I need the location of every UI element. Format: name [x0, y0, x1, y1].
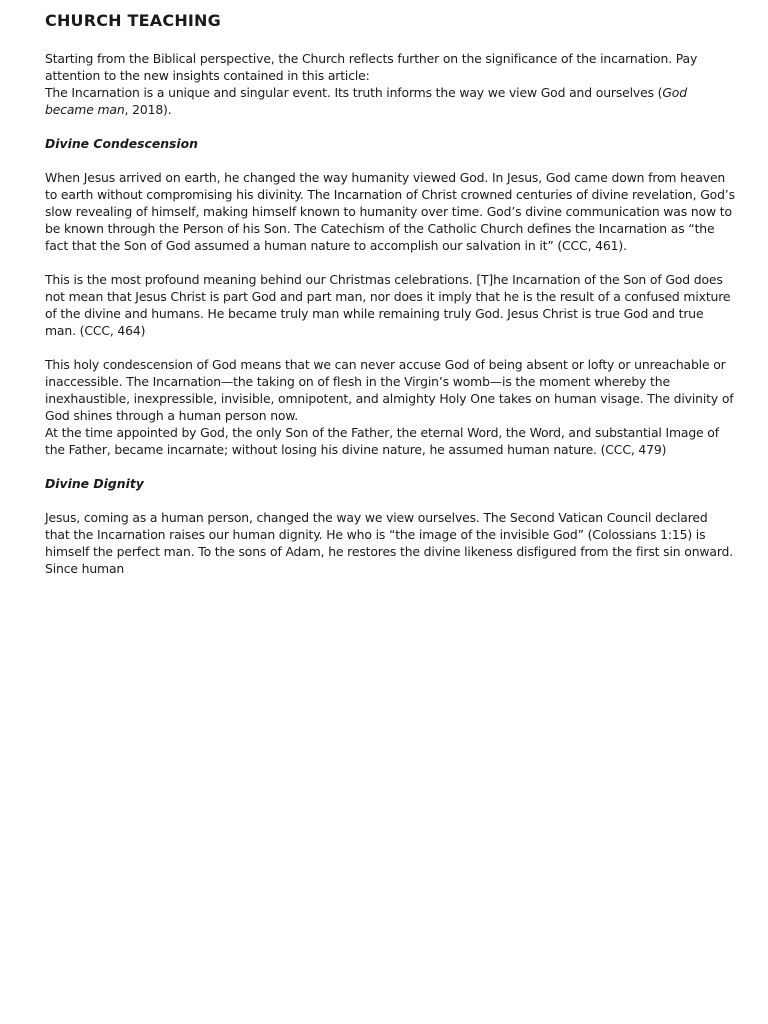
intro-citation-title: God became man [45, 85, 687, 117]
condescension-paragraph-3-text: This holy condescension of God means that we can never accuse God of being absent or lofty or unreachable or inaccessible. The Incarnation—the taking on of flesh in the Virgin’s womb—is the moment whereby the inexhaustible, inexpressible, invisible, omnipotent, and almighty Holy One takes on human visage. The divinity of God shines through a human person now. [45, 357, 734, 423]
intro-quote [45, 84, 735, 118]
condescension-paragraph-3 [45, 356, 735, 458]
document-content [45, 10, 735, 594]
intro-quote-end: , 2018). [124, 102, 172, 117]
document-title: CHURCH TEACHING [45, 11, 221, 30]
intro-quote-start: The Incarnation is a unique and singular event. Its truth informs the way we view God and ourselves ( [45, 85, 663, 100]
intro-paragraph [45, 50, 735, 118]
condescension-paragraph-1: When Jesus arrived on earth, he changed the way humanity viewed God. In Jesus, God came down from heaven to earth without compromising his divinity. The Incarnation of Christ crowned centuries of divine revelation, God’s slow revealing of himself, making himself known to humanity over time. God’s divine communication was now to be known through the Person of his Son. The Catechism of the Catholic Church defines the Incarnation as “the fact that the Son of God assumed a human nature to accomplish our salvation in it” (CCC, 461). [45, 170, 735, 253]
intro-text: Starting from the Biblical perspective, the Church reflects further on the significance of the incarnation. Pay attention to the new insights contained in this article: [45, 51, 698, 83]
condescension-paragraph-3-quote: At the time appointed by God, the only Son of the Father, the eternal Word, the Word, and substantial Image of the Father, became incarnate; without losing his divine nature, he assumed human nature. (CCC, 479) [45, 425, 719, 457]
section-heading-divine-dignity: Divine Dignity [45, 476, 144, 491]
condescension-paragraph-2: This is the most profound meaning behind our Christmas celebrations. [T]he Incarnation of the Son of God does not mean that Jesus Christ is part God and part man, nor does it imply that he is the result of a confused mixture of the divine and humans. He became truly man while remaining truly God. Jesus Christ is true God and true man. (CCC, 464) [45, 272, 731, 338]
dignity-paragraph-1: Jesus, coming as a human person, changed the way we view ourselves. The Second Vatican Council declared that the Incarnation raises our human dignity. He who is “the image of the invisible God” (Colossians 1:15) is himself the perfect man. To the sons of Adam, he restores the divine likeness disfigured from the first sin onward. Since human [45, 510, 734, 576]
section-heading-divine-condescension: Divine Condescension [45, 136, 198, 151]
